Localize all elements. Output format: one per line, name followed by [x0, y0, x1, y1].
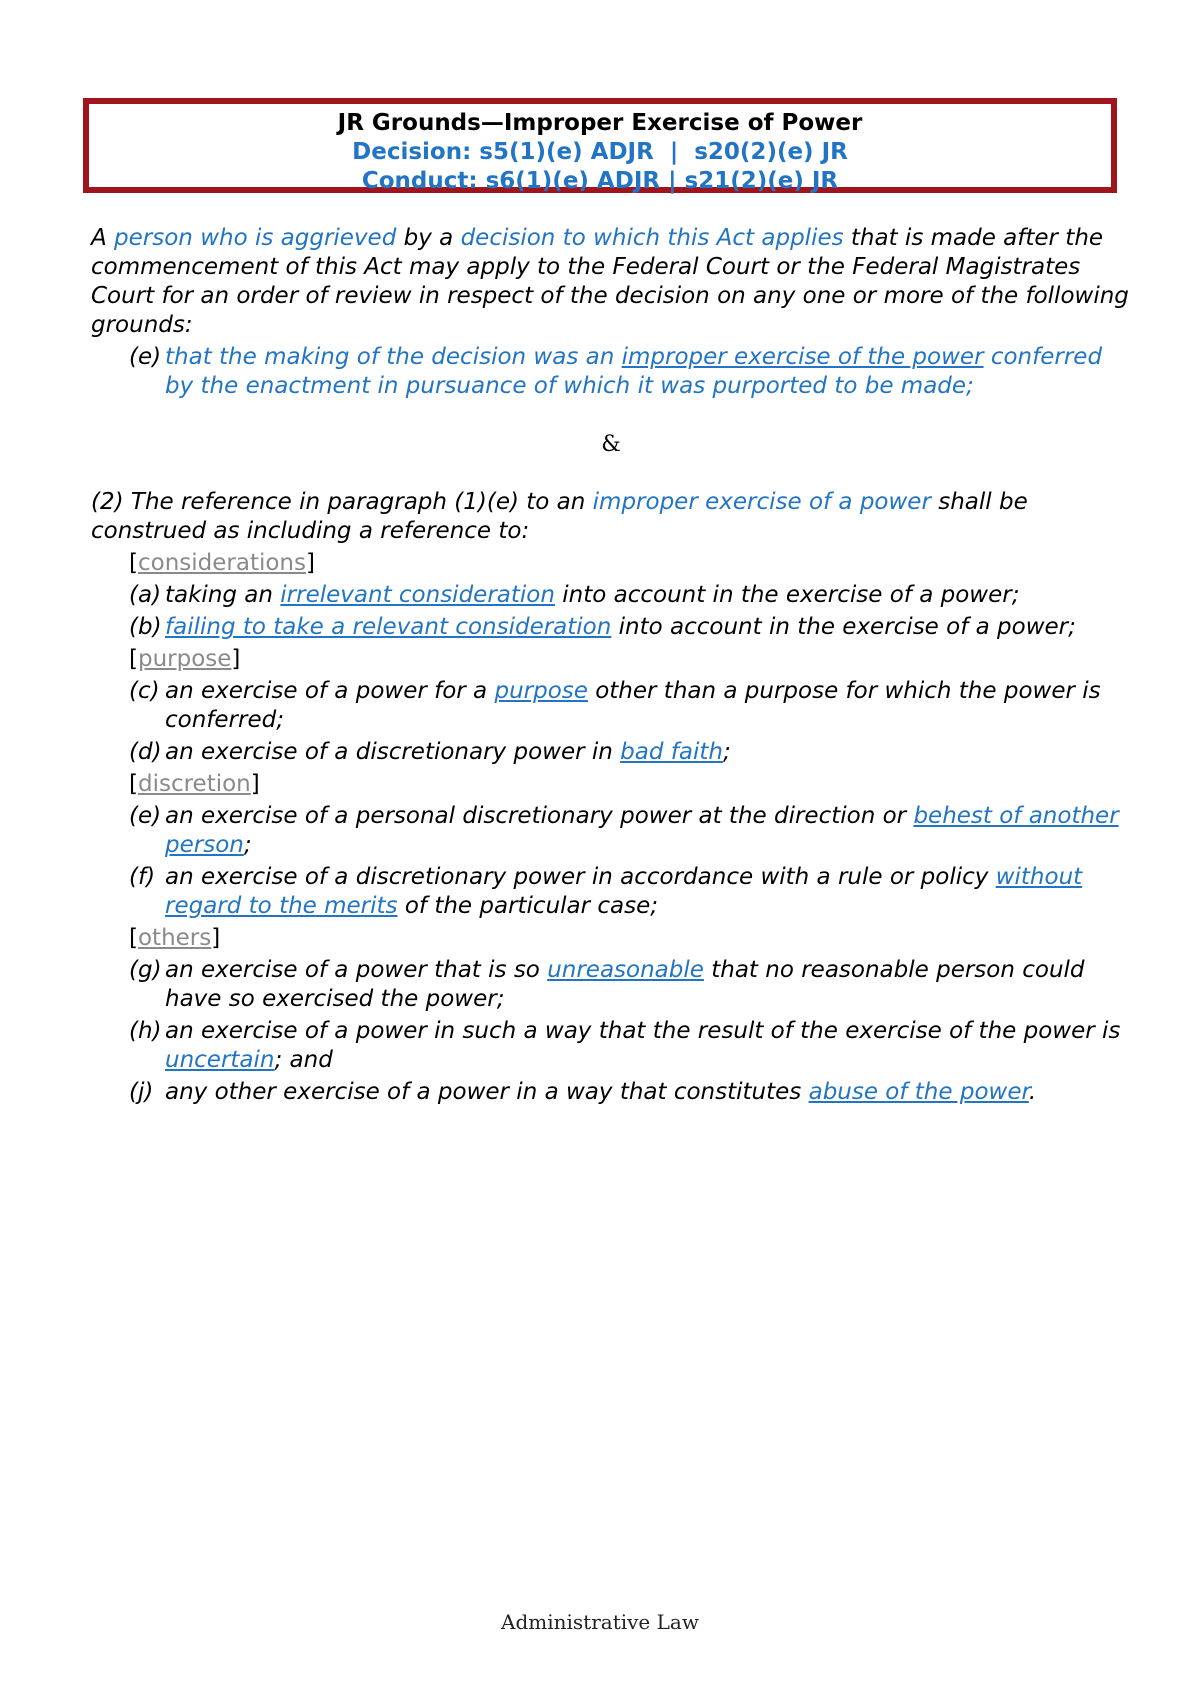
link-without-regard-merits[interactable]: without regard to the merits	[165, 864, 1083, 919]
link-uncertain[interactable]: uncertain	[165, 1047, 275, 1073]
term-decision-act-applies: decision to which this Act applies	[460, 225, 844, 251]
item-text: an exercise of a power that is so	[165, 957, 548, 983]
document-body	[91, 224, 1131, 1107]
group-others: [others]	[129, 925, 221, 951]
item-label: (f)	[129, 864, 156, 890]
item-e	[91, 802, 1131, 860]
ground-text: that the making of the decision was an	[165, 344, 622, 370]
item-c	[91, 677, 1131, 735]
ground-e	[91, 343, 1131, 401]
item-text: into account in the exercise of a power;	[554, 582, 1020, 608]
ampersand: &	[601, 432, 621, 457]
subsection-text: (2) The reference in paragraph (1)(e) to an	[91, 489, 593, 515]
item-g	[91, 956, 1131, 1014]
item-a	[91, 581, 1131, 610]
item-label: (g)	[129, 957, 162, 983]
item-text: into account in the exercise of a power;	[611, 614, 1076, 640]
item-j	[91, 1078, 1131, 1107]
group-label: discretion	[137, 771, 251, 797]
item-text: of the particular case;	[397, 893, 659, 919]
item-text: an exercise of a discretionary power in	[165, 739, 621, 765]
subsection-2	[91, 488, 1131, 546]
item-d	[91, 738, 1131, 767]
decision-sections: Decision: s5(1)(e) ADJR | s20(2)(e) JR	[352, 139, 848, 165]
item-text: ; and	[274, 1047, 333, 1073]
item-label: (d)	[129, 739, 162, 765]
link-irrelevant-consideration[interactable]: irrelevant consideration	[280, 582, 555, 608]
page-title: JR Grounds—Improper Exercise of Power	[337, 110, 863, 136]
title-box	[83, 98, 1117, 193]
page-footer: Administrative Law	[501, 1610, 699, 1634]
item-label: (e)	[129, 803, 162, 829]
item-label: (b)	[129, 614, 162, 640]
item-text: other than a purpose for which the power is conferred;	[165, 678, 1101, 733]
item-text: an exercise of a discretionary power in accordance with a rule or policy	[165, 864, 996, 890]
ground-text: conferred by the enactment in pursuance of which it was purported to be made;	[165, 344, 1103, 399]
term-person-aggrieved: person who is aggrieved	[114, 225, 397, 251]
item-label: (a)	[129, 582, 162, 608]
group-label: purpose	[137, 646, 232, 672]
subsection-text: shall be construed as including a reference to:	[91, 489, 1028, 544]
link-purpose[interactable]: purpose	[494, 678, 588, 704]
item-text: .	[1028, 1079, 1037, 1105]
item-text: an exercise of a personal discretionary power at the direction or	[165, 803, 914, 829]
item-label: (c)	[129, 678, 160, 704]
item-text: any other exercise of a power in a way that constitutes	[165, 1079, 809, 1105]
item-label: (h)	[129, 1018, 162, 1044]
link-bad-faith[interactable]: bad faith	[620, 739, 723, 765]
group-considerations: [considerations]	[129, 550, 315, 576]
intro-text: that is made after the commencement of this Act may apply to the Federal Court or the Federal Magistrates Court for an order of review in respect of the decision on any one or more of the following grounds:	[91, 225, 1129, 338]
item-text: ;	[243, 832, 252, 858]
group-discretion: [discretion]	[129, 771, 260, 797]
intro-text: by a	[396, 225, 461, 251]
link-unreasonable[interactable]: unreasonable	[547, 957, 704, 983]
item-text: ;	[722, 739, 731, 765]
ground-label: (e)	[129, 344, 162, 370]
link-abuse-of-power[interactable]: abuse of the power	[808, 1079, 1029, 1105]
item-text: an exercise of a power for a	[165, 678, 495, 704]
item-b	[91, 613, 1131, 642]
conduct-sections: Conduct: s6(1)(e) ADJR | s21(2)(e) JR	[361, 168, 839, 194]
item-text: taking an	[165, 582, 281, 608]
link-behest-another-person[interactable]: behest of another person	[165, 803, 1119, 858]
group-label: others	[137, 925, 212, 951]
intro-paragraph	[91, 224, 1131, 340]
term-improper-exercise-power: improper exercise of a power	[592, 489, 931, 515]
intro-text: A	[91, 225, 115, 251]
item-label: (j)	[129, 1079, 154, 1105]
group-purpose: [purpose]	[129, 646, 241, 672]
item-h	[91, 1017, 1131, 1075]
group-label: considerations	[137, 550, 306, 576]
item-text: an exercise of a power in such a way that the result of the exercise of the power is	[165, 1018, 1121, 1044]
link-improper-exercise[interactable]: improper exercise of the power	[621, 344, 984, 370]
item-text: that no reasonable person could have so exercised the power;	[165, 957, 1085, 1012]
item-f	[91, 863, 1131, 921]
link-relevant-consideration[interactable]: failing to take a relevant consideration	[165, 614, 612, 640]
